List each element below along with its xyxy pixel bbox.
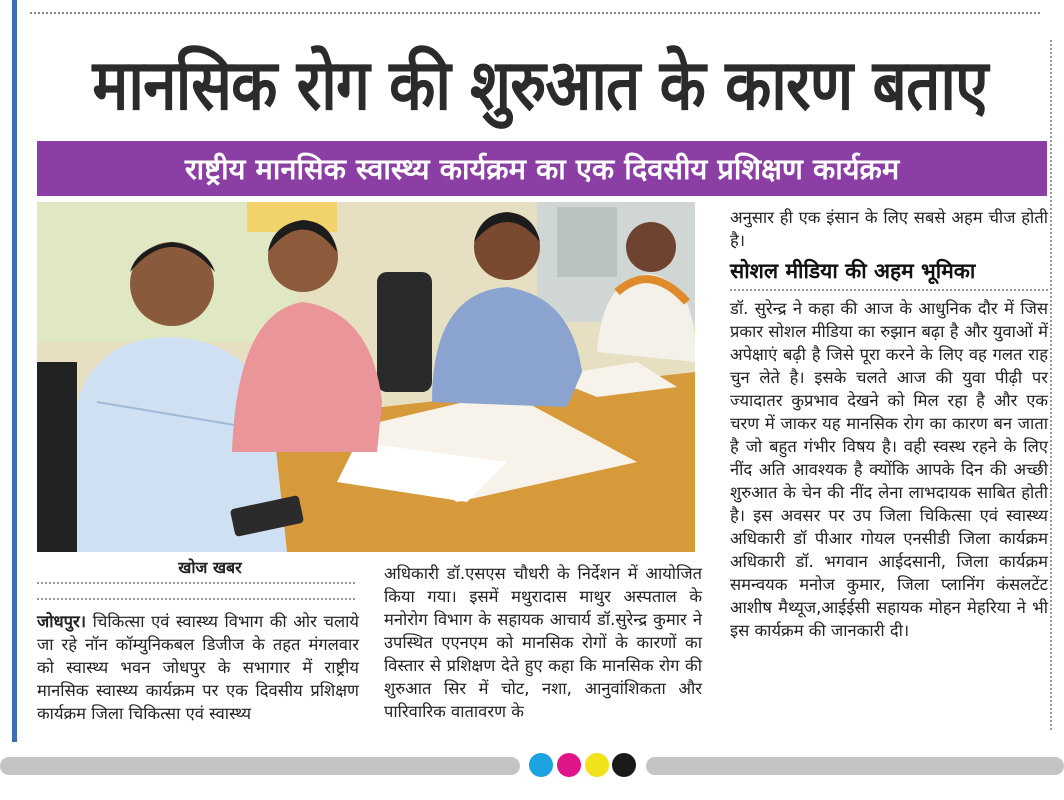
column-1-text: चिकित्सा एवं स्वास्थ्य विभाग की ओर चलाये जा रहे नॉन कॉम्युनिकबल डिजीज के तहत मंगलवार को स्वास्थ्य भवन जोधपुर के सभागार में राष्ट्रीय मानसिक स्वास्थ्य कार्यक्रम पर एक दिवसीय प्रशिक्षण कार्यक्रम जिला चिकित्सा एवं स्वास्थ्य [37, 612, 359, 723]
black-registration-icon [612, 753, 636, 777]
bottom-left-bar [0, 757, 520, 775]
dateline: जोधपुर। [37, 612, 87, 631]
yellow-registration-icon [585, 753, 609, 777]
heading-dotted-rule [730, 289, 1048, 291]
subheadline-banner: राष्ट्रीय मानसिक स्वास्थ्य कार्यक्रम का एक दिवसीय प्रशिक्षण कार्यक्रम [37, 141, 1047, 196]
cyan-registration-icon [529, 753, 553, 777]
article-column-1 [37, 610, 359, 725]
magenta-registration-icon [557, 753, 581, 777]
caption-dotted-rule [37, 582, 355, 584]
news-photo [37, 202, 695, 552]
top-dotted-rule [30, 4, 1040, 14]
headline: मानसिक रोग की शुरुआत के कारण बताए [92, 44, 988, 126]
article-column-2 [384, 562, 702, 723]
left-margin-rule [12, 0, 17, 742]
bottom-right-bar [646, 757, 1064, 775]
section-heading: सोशल मीडिया की अहम भूमिका [730, 259, 976, 283]
column-3-body: डॉ. सुरेन्द्र ने कहा की आज के आधुनिक दौर में जिस प्रकार सोशल मीडिया का रुझान बढ़ा है और युवाओं में अपेक्षाएं बढ़ी है जिसे पूरा करने के लिए वह गलत राह चुन लेते है। इसके चलते आज की युवा पीढ़ी पर ज्यादातर कुप्रभाव देखने को मिल रहा है और एक चरण में जाकर यह मानसिक रोग का कारण बन जाता है जो बहुत गंभीर विषय है। वही स्वस्थ रहने के लिए नींद अति आवश्यक है क्योंकि आपके दिन की अच्छी शुरुआत के चेन की नींद लेना लाभदायक साबित होती है। इस अवसर पर उप जिला चिकित्सा एवं स्वास्थ्य अधिकारी डॉ पीआर गोयल एनसीडी जिला कार्यक्रम अधिकारी डॉ. भगवान आईदसानी, जिला कार्यक्रम समन्वयक मनोज कुमार, जिला प्लानिंग कंसलटेंट आशीष मैथ्यूज,आईईसी सहायक मोहन मेहरिया ने भी इस कार्यक्रम की जानकारी दी। [730, 299, 1048, 640]
column-dotted-rule [37, 598, 355, 600]
right-margin-rule [1050, 40, 1058, 730]
meeting-photo-illustration [37, 202, 695, 552]
column-3-lead: अनुसार ही एक इंसान के लिए सबसे अहम चीज होती है। [730, 208, 1048, 250]
photo-caption: खोज खबर [178, 558, 242, 577]
article-column-3 [730, 206, 1048, 642]
column-2-text: अधिकारी डॉ.एसएस चौधरी के निर्देशन में आयोजित किया गया। इसमें मथुरादास माथुर अस्पताल के मनोरोग विभाग के सहायक आचार्य डॉ.सुरेन्द्र कुमार ने उपस्थित एएनएम को मानसिक रोगों के कारणों का विस्तार से प्रशिक्षण देते हुए कहा कि मानसिक रोग की शुरुआत सिर में चोट, नशा, आनुवांशिकता और पारिवारिक वातावरण के [384, 564, 702, 721]
